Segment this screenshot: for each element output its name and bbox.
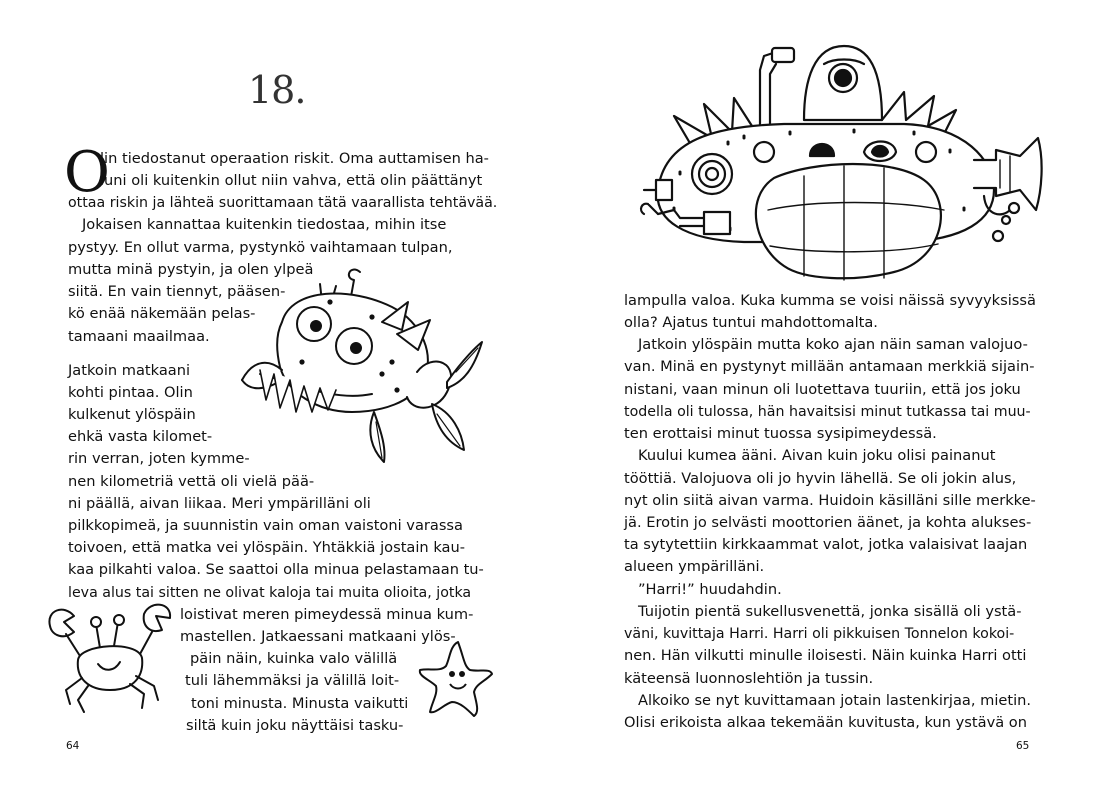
text-line: ”Harri!” huudahdin.	[638, 581, 782, 598]
text-line: van. Minä en pystynyt millään antamaan merkkiä sijain-	[624, 358, 1035, 375]
fish-illustration	[232, 262, 482, 462]
text-line: Kuului kumea ääni. Aivan kuin joku olisi painanut	[638, 447, 996, 464]
text-line: nen. Hän vilkutti minulle iloisesti. Näin kuinka Harri otti	[624, 647, 1027, 664]
text-line: kulkenut ylöspäin	[68, 406, 196, 423]
page-number: 65	[1016, 740, 1030, 752]
text-line: käteensä luonnoslehtiön ja tussin.	[624, 670, 874, 687]
text-line: päin näin, kuinka valo välillä	[190, 650, 398, 667]
text-line: siltä kuin joku näyttäisi tasku-	[186, 717, 404, 734]
text-line: Olisi erikoista alkaa tekemään kuvitusta, kun ystävä on	[624, 714, 1027, 731]
starfish-illustration	[414, 640, 494, 720]
text-line: loistivat meren pimeydessä minua kum-	[180, 606, 474, 623]
right-page	[548, 0, 1096, 794]
text-line: Alkoiko se nyt kuvittamaan jotain lastenkirjaa, mietin.	[638, 692, 1032, 709]
text-line: mutta minä pystyin, ja olen ylpeä	[68, 261, 314, 278]
page-number: 64	[66, 740, 80, 752]
text-line: Jokaisen kannattaa kuitenkin tiedostaa, mihin itse	[82, 216, 447, 233]
text-line: lampulla valoa. Kuka kumma se voisi näissä syvyyksissä	[624, 292, 1036, 309]
crab-illustration	[44, 600, 194, 715]
text-line: mastellen. Jatkaessani matkaani ylös-	[180, 628, 456, 645]
text-line: siitä. En vain tiennyt, pääsen-	[68, 283, 286, 300]
text-line: nen kilometriä vettä oli vielä pää-	[68, 473, 315, 490]
text-line: toivoen, että matka vei ylöspäin. Yhtäkkiä jostain kau-	[68, 539, 465, 556]
text-line: olla? Ajatus tuntui mahdottomalta.	[624, 314, 878, 331]
text-line: ta sytytettiin kirkkaammat valot, jotka valaisivat laajan	[624, 536, 1028, 553]
text-line: kaa pilkahti valoa. Se saattoi olla minua pelastamaan tu-	[68, 561, 484, 578]
text-line: rin verran, joten kymme-	[68, 450, 250, 467]
text-line: ehkä vasta kilomet-	[68, 428, 213, 445]
text-line: ni päällä, aivan liikaa. Meri ympärilläni oli	[68, 495, 371, 512]
text-line: alueen ympärilläni.	[624, 558, 765, 575]
text-line: kö enää näkemään pelas-	[68, 305, 256, 322]
text-line: Jatkoin matkaani	[68, 362, 191, 379]
text-line: väni, kuvittaja Harri. Harri oli pikkuisen Tonnelon kokoi-	[624, 626, 1015, 642]
text-line: nyt olin siitä aivan varma. Huidoin käsilläni sille merkke-	[624, 492, 1036, 509]
text-line: tööttiä. Valojuova oli jo hyvin lähellä. Se oli jokin alus,	[624, 470, 1017, 487]
text-line: tamaani maailmaa.	[68, 328, 210, 345]
text-line: pilkkopimeä, ja suunnistin vain oman vaistoni varassa	[68, 517, 463, 534]
text-line: leva alus tai sitten ne olivat kaloja tai muita olioita, jotka	[68, 585, 472, 601]
text-line: luni oli kuitenkin ollut niin vahva, että olin päättänyt	[100, 172, 483, 189]
drop-cap: O	[64, 140, 110, 205]
text-line: Tuijotin pientä sukellusvenettä, jonka sisällä oli ystä-	[638, 603, 1022, 620]
text-line: todella oli tulossa, hän havaitsisi minut tutkassa tai muu-	[624, 404, 1031, 420]
text-line: ten erottaisi minut tuossa sysipimeydessä.	[624, 425, 937, 442]
text-line: kohti pintaa. Olin	[68, 384, 193, 401]
text-line: pystyy. En ollut varma, pystynkö vaihtamaan tulpan,	[68, 239, 453, 256]
text-line: toni minusta. Minusta vaikutti	[191, 695, 409, 712]
chapter-number: 18.	[248, 68, 306, 112]
text-line: jä. Erotin jo selvästi moottorien äänet, ja kohta alukses-	[624, 514, 1032, 531]
text-line: tuli lähemmäksi ja välillä loit-	[185, 672, 400, 689]
submarine-illustration	[634, 40, 1044, 290]
text-line: lin tiedostanut operaation riskit. Oma auttamisen ha-	[100, 150, 489, 167]
text-line: Jatkoin ylöspäin mutta koko ajan näin saman valojuo-	[638, 336, 1028, 353]
text-line: nistani, vaan minun oli luotettava tuuriin, että jos joku	[624, 381, 1021, 398]
text-line: ottaa riskin ja lähteä suorittamaan tätä vaarallista tehtävää.	[68, 195, 498, 211]
